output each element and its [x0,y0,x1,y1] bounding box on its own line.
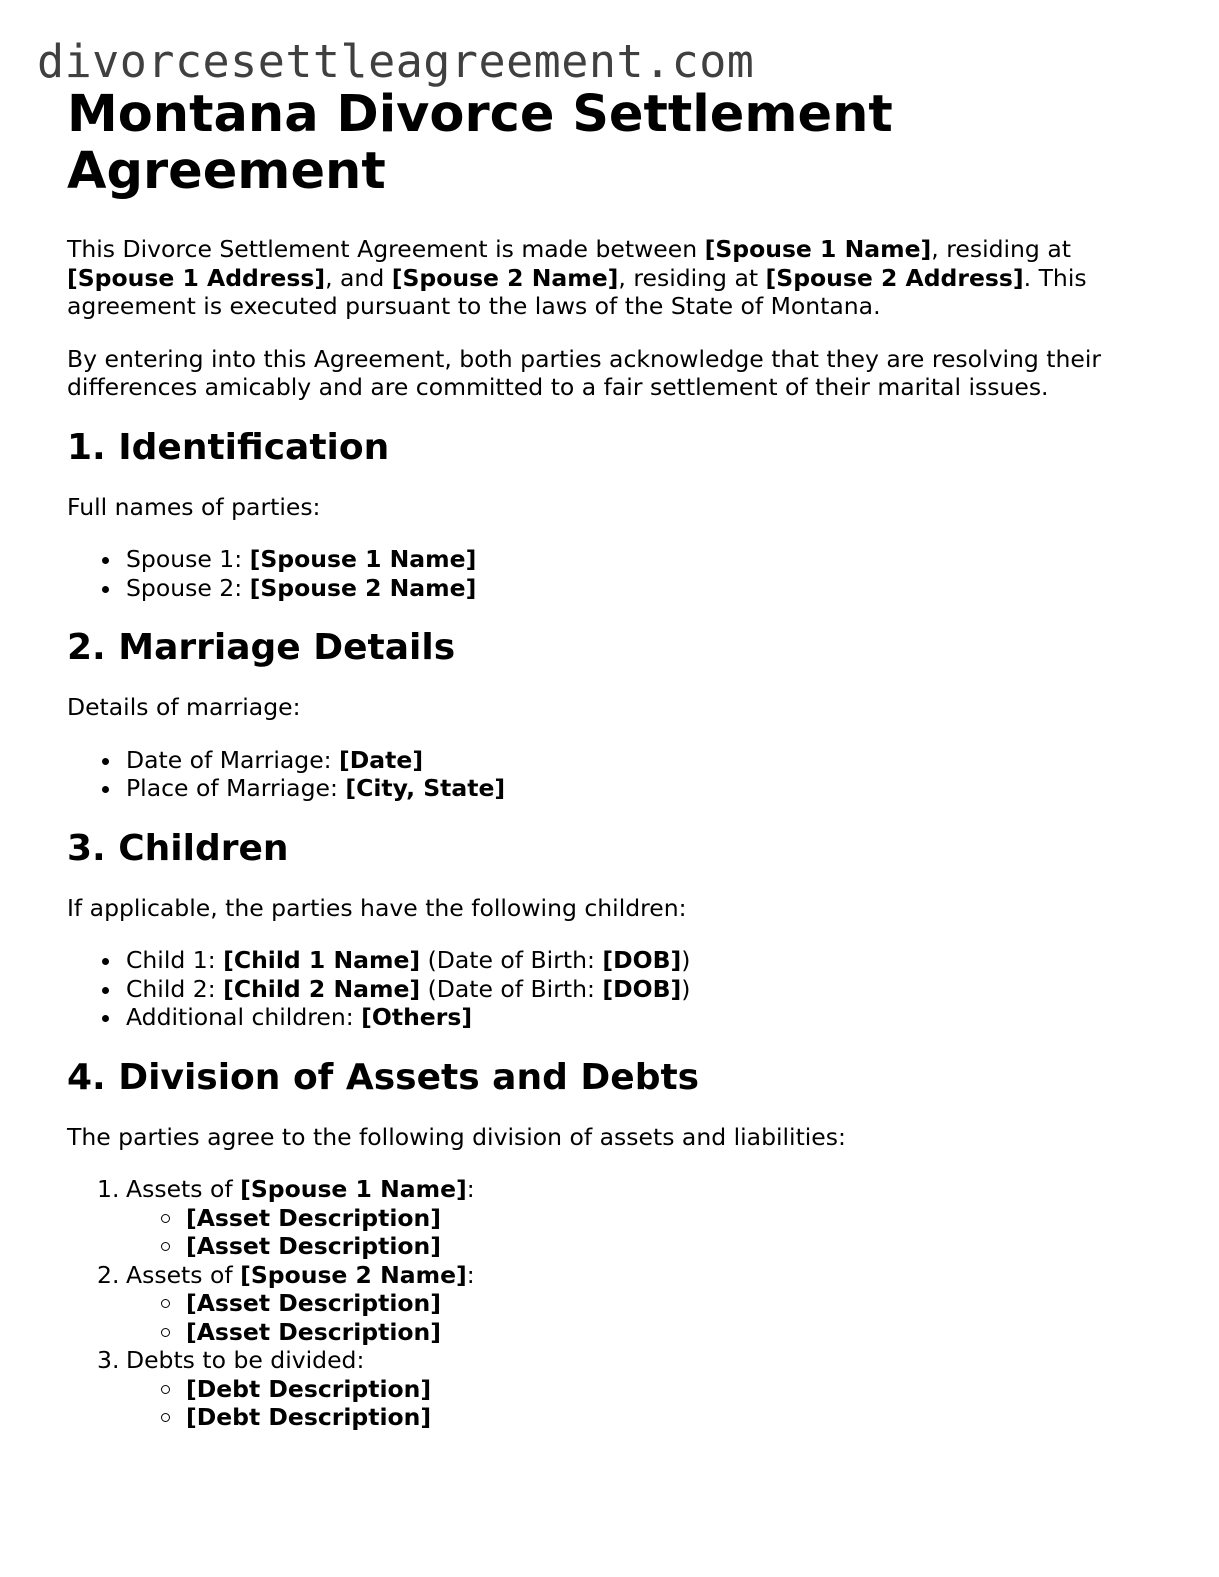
list-item: Spouse 2: [Spouse 2 Name] [67,574,1147,603]
sub-list-item: [Asset Description] [67,1318,1147,1347]
list-item: Child 1: [Child 1 Name] (Date of Birth: [DOB]) [67,946,1147,975]
marriage-list [67,746,1147,803]
assets-list [67,1175,1147,1432]
section-heading-identification: 1. Identification [67,426,390,468]
list-item: Additional children: [Others] [67,1003,1147,1032]
sub-list [126,1204,1147,1261]
sub-list-item: [Asset Description] [67,1232,1147,1261]
placeholder-spouse-2-name: [Spouse 2 Name] [391,263,619,292]
sub-list [126,1375,1147,1432]
identification-list [67,545,1147,602]
sub-list-item: [Asset Description] [67,1204,1147,1233]
section-heading-children: 3. Children [67,827,289,869]
section-lead-assets: The parties agree to the following division of assets and liabilities: [67,1122,846,1151]
children-list [67,946,1147,1032]
list-item: 1. Assets of [Spouse 1 Name]: [Asset Description] [Asset Description] [67,1175,1147,1261]
sub-list-item: [Debt Description] [67,1403,1147,1432]
document-title: Montana Divorce Settlement Agreement [67,85,893,201]
list-item: Spouse 1: [Spouse 1 Name] [67,545,1147,574]
watermark-text: divorcesettleagreement.com [37,35,755,88]
list-item: Place of Marriage: [City, State] [67,774,1147,803]
list-item: 2. Assets of [Spouse 2 Name]: [Asset Description] [Asset Description] [67,1261,1147,1347]
sub-list-item: [Debt Description] [67,1375,1147,1404]
section-heading-division-of-assets: 4. Division of Assets and Debts [67,1056,700,1098]
section-lead-children: If applicable, the parties have the following children: [67,893,687,922]
placeholder-spouse-2-address: [Spouse 2 Address] [765,263,1024,292]
sub-list [126,1289,1147,1346]
intro-paragraph: This Divorce Settlement Agreement is made between [Spouse 1 Name], residing at [Spouse 1 Address], and [Spouse 2 Name], residing at [Spouse 2 Address]. This agreement is executed pursuant to the laws of the State of Montana. [67,235,1087,320]
section-heading-marriage-details: 2. Marriage Details [67,627,456,668]
list-item: Child 2: [Child 2 Name] (Date of Birth: [DOB]) [67,975,1147,1004]
section-lead-marriage: Details of marriage: [67,693,301,721]
sub-list-item: [Asset Description] [67,1289,1147,1318]
list-item: Date of Marriage: [Date] [67,746,1147,775]
document-body [67,86,1147,1432]
list-item: 3. Debts to be divided: [Debt Description] [Debt Description] [67,1346,1147,1432]
placeholder-spouse-1-address: [Spouse 1 Address] [67,263,326,292]
placeholder-spouse-1-name: [Spouse 1 Name] [704,235,932,263]
section-lead-identification: Full names of parties: [67,492,321,521]
acknowledgement-paragraph: By entering into this Agreement, both parties acknowledge that they are resolving their differences amicably and are committed to a fair settlement of their marital issues. [67,344,1102,401]
